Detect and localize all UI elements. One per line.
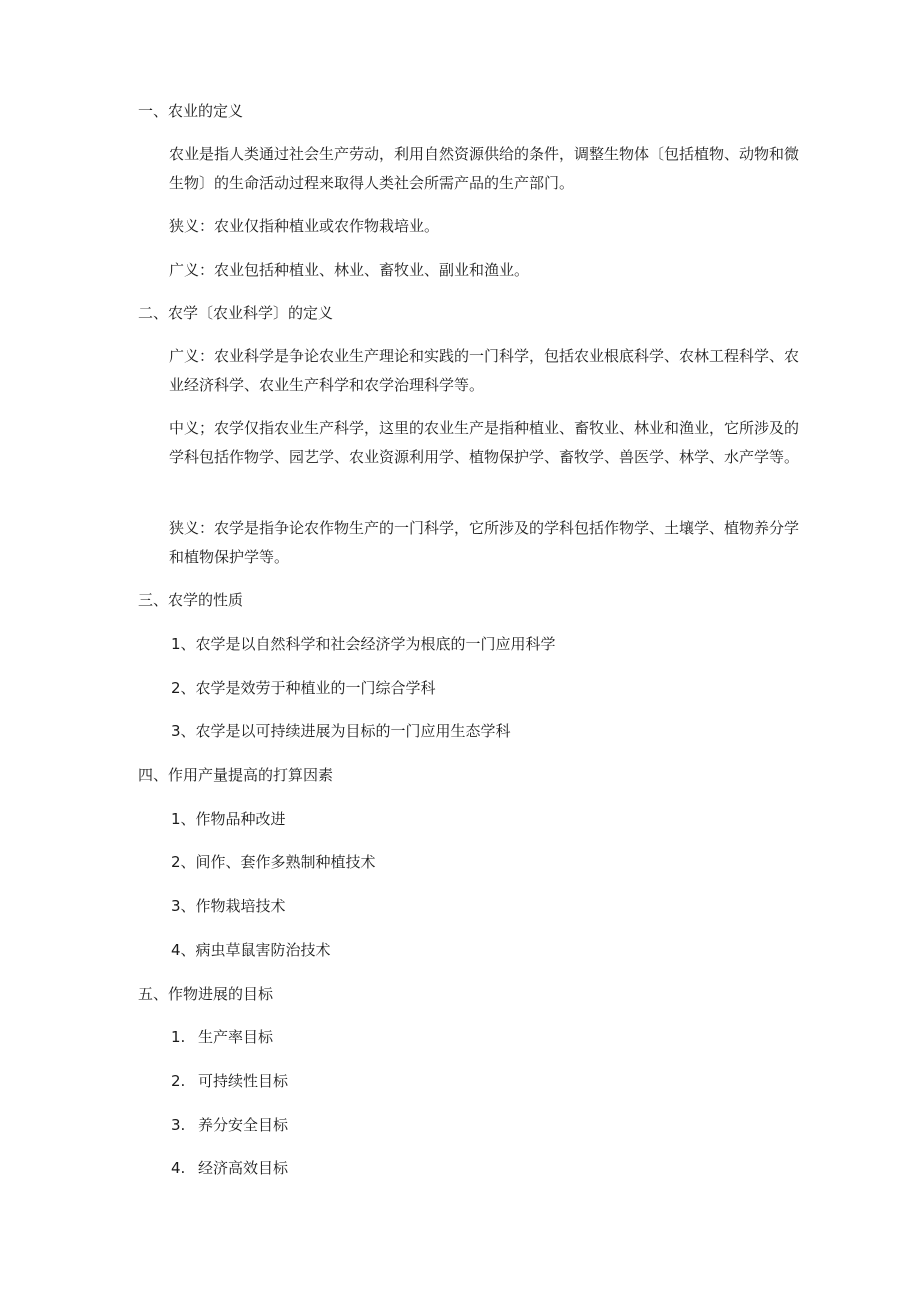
item-text: 经济高效目标 xyxy=(198,1159,289,1177)
paragraph-narrow-sense: 狭义：农业仅指种植业或农作物栽培业。 xyxy=(169,217,440,235)
list-item: 4、病虫草鼠害防治技术 xyxy=(171,941,331,959)
item-text: 可持续性目标 xyxy=(198,1072,289,1090)
list-item: 2、农学是效劳于种植业的一门综合学科 xyxy=(171,679,436,697)
item-text: 养分安全目标 xyxy=(198,1116,289,1134)
numbered-item xyxy=(171,1157,288,1179)
list-item: 2、间作、套作多熟制种植技术 xyxy=(171,853,376,871)
section-heading-agronomy-nature: 三、农学的性质 xyxy=(138,591,244,609)
item-number: 2. xyxy=(171,1072,186,1090)
section-heading-agronomy-definition: 二、农学〔农业科学〕的定义 xyxy=(138,304,334,322)
paragraph-agriculture-definition: 农业是指人类通过社会生产劳动，利用自然资源供给的条件，调整生物体〔包括植物、动物和微生物〕的生命活动过程来取得人类社会所需产品的生产部门。 xyxy=(169,145,800,192)
list-item: 3、作物栽培技术 xyxy=(171,897,286,915)
paragraph-agronomy-narrow: 狭义：农学是指争论农作物生产的一门科学，它所涉及的学科包括作物学、土壤学、植物养分学和植物保护学等。 xyxy=(169,519,800,566)
item-text: 生产率目标 xyxy=(198,1028,274,1046)
list-item: 1、农学是以自然科学和社会经济学为根底的一门应用科学 xyxy=(171,635,556,653)
numbered-item xyxy=(171,1114,288,1136)
paragraph-agronomy-middle: 中义；农学仅指农业生产科学，这里的农业生产是指种植业、畜牧业、林业和渔业，它所涉及的学科包括作物学、园艺学、农业资源利用学、植物保护学、畜牧学、兽医学、林学、水产学等。 xyxy=(169,419,800,466)
paragraph-broad-sense: 广义：农业包括种植业、林业、畜牧业、副业和渔业。 xyxy=(169,261,530,279)
list-item: 3、农学是以可持续进展为目标的一门应用生态学科 xyxy=(171,722,511,740)
paragraph-agronomy-broad: 广义：农业科学是争论农业生产理论和实践的一门科学，包括农业根底科学、农林工程科学、农业经济科学、农业生产科学和农学治理科学等。 xyxy=(169,347,800,394)
section-heading-crop-goals: 五、作物进展的目标 xyxy=(138,985,274,1003)
item-number: 3. xyxy=(171,1116,186,1134)
list-item: 1、作物品种改进 xyxy=(171,810,286,828)
numbered-item xyxy=(171,1070,288,1092)
numbered-item xyxy=(171,1026,273,1048)
section-heading-yield-factors: 四、作用产量提高的打算因素 xyxy=(138,766,334,784)
item-number: 1. xyxy=(171,1028,186,1046)
item-number: 4. xyxy=(171,1159,186,1177)
section-heading-agriculture-definition: 一、农业的定义 xyxy=(138,102,244,120)
